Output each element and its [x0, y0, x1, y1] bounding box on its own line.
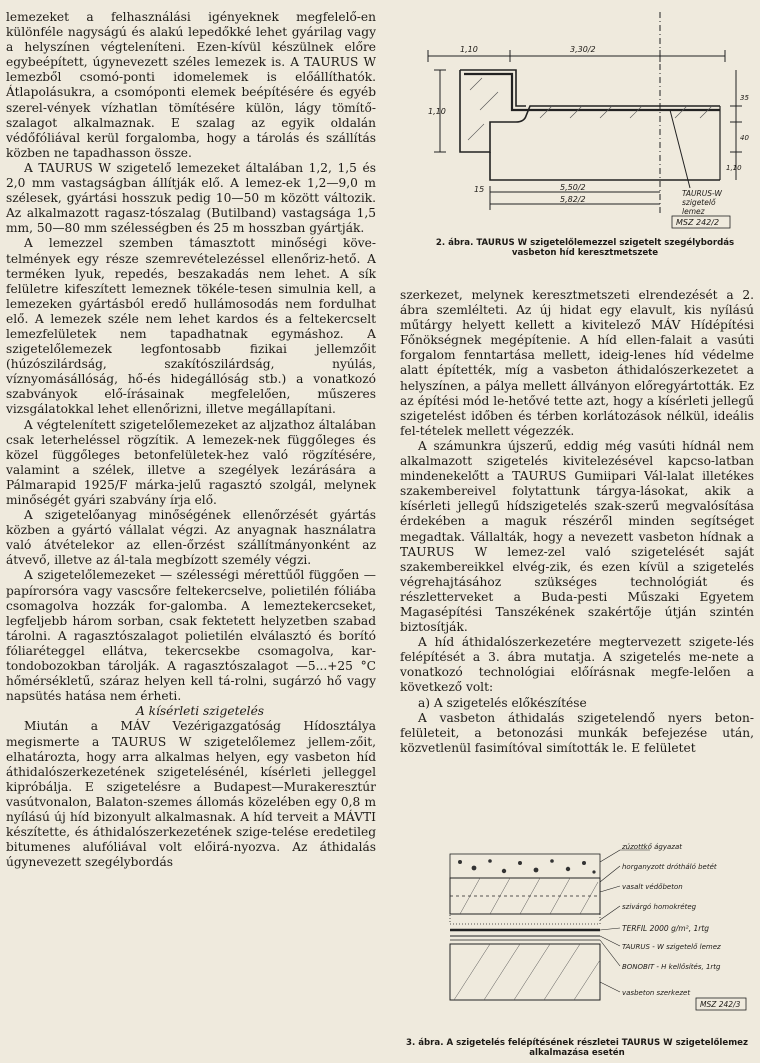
fig3-label-ballast: zúzottkő ágyazat	[622, 843, 682, 851]
fig2-dim-top-right: 3,30/2	[570, 45, 596, 54]
right-paragraph-3: A híd áthidalószerkezetére megtervezett szigete-lés felépítését a 3. ábra mutatja. A szigetelés me-nete a vonatkozó technológiai előírásnak megfe-lelően a következő volt:	[400, 635, 754, 695]
figure-3-caption: 3. ábra. A szigetelés felépítésének részletei TAURUS W szigetelőlemez alkalmazása esetén	[406, 1038, 748, 1058]
fig2-note-line-2: szigetelő	[682, 198, 716, 207]
figure-3	[400, 842, 754, 1060]
fig2-dim-top-left: 1,10	[460, 45, 478, 54]
subsection-heading: a) A szigetelés előkészítése	[418, 695, 587, 710]
left-paragraph-3: A lemezzel szemben támasztott minőségi köve-telmények egy része szemrevételezéssel ellenőriz-hető. A terméken lyuk, repedés, beszakadás nem lehet. A sík felületre kifeszített lemeznek tökéle-tesen simulnia kell, a lemezeken gyártásból eredő hullámosodás nem fordulhat elő. A lemezek széle nem lehet kardos és a feltekercselt lemezfelületek nem tapadhatnak egymáshoz. A szigetelőlemezek legfontosabb fizikai jellemzőit (húzószilárdság, szakítószilárdság, nyúlás, víznyomásállóság, hő-és hidegállóság stb.) a vonatkozó szabványok elő-írásainak megfelelően, műszeres vizsgálatokkal lehet ellenőrizni, illetve megállapítani.	[6, 236, 376, 417]
fig2-note-line-1: TAURUS-W	[682, 189, 722, 198]
left-paragraph-6: A szigetelőlemezeket — szélességi mérettűől függően — papírorsóra vagy vascsőre feltekercselve, polietilén fóliába csomagolva hozzák for-galomba. A lemeztekercseket, legfeljebb három sorban, csak fektetett helyzetben szabad tárolni. A ragasztószalagot polietilén elválasztó és borító fóliaréteggel ellátva, tekercsekbe csomagolva, kar-tondobozokban tárolják. A ragasztószalagot —5...+25 °C hőmérsékletű, száraz helyen kell tá-rolni, sugárzó hő vagy napsütés hatása nem érheti.	[6, 568, 376, 704]
fig2-dim-right-c: 1,10	[726, 164, 742, 172]
fig2-dim-height: 1,10	[428, 107, 446, 116]
fig2-note-line-3: lemez	[682, 207, 705, 216]
left-paragraph-5: A szigetelőanyag minőségének ellenőrzését gyártás közben a gyártó vállalat végzi. Az anyagnak használatra való átvételekor az ellen-őrzést szállítmányonként az átvevő, illetve az ál-tala megbízott személy végzi.	[6, 508, 376, 568]
fig2-dim-bottom-b: 5,82/2	[560, 195, 586, 204]
right-text-column	[400, 288, 754, 756]
fig3-label-rc-structure: vasbeton szerkezet	[622, 989, 691, 997]
fig3-label-mesh: horganyzott drótháló betét	[622, 863, 717, 871]
fig3-label-protective-concrete: vasalt védőbeton	[622, 883, 683, 891]
fig3-ref: MSZ 242/3	[700, 1000, 741, 1009]
fig3-label-sand-layer: szivárgó homokréteg	[622, 903, 697, 911]
fig3-label-taurus: TAURUS - W szigetelő lemez	[622, 943, 721, 951]
right-paragraph-2: A számunkra újszerű, eddig még vasúti hídnál nem alkalmazott szigetelés kivitelezésével kapcso-latban mindenekelőtt a TAURUS Gumiipari Vál-lalat illetékes szakembereivel folytattunk tárgya-lásokat, akik a kísérleti jellegű hídszigetelés szak-szerű megvalósítása érdekében a maguk részéről minden segítséget megadtak. Vállalták, hogy a nevezett vasbeton hídnak a TAURUS W lemez-zel való szigetelését saját szakembereikkel elvég-zik, és ezen kívül a szigetelés végrehajtásához szükséges technológiát és részletterveket a Buda-pesti Műszaki Egyetem Magasépítési Tanszékének szakértője útján szintén biztosítják.	[400, 438, 754, 635]
fig2-dim-right-a: 35	[740, 94, 749, 102]
fig2-ref: MSZ 242/2	[676, 218, 720, 227]
fig2-dim-right-b: 40	[740, 134, 749, 142]
fig2-dim-left: 15	[474, 185, 485, 194]
right-paragraph-4: A vasbeton áthidalás szigetelendő nyers beton-felületeit, a betonozási munkák befejezése után, közvetlenül fasimítóval simították le. E felületet	[400, 710, 754, 755]
section-title: A kísérleti szigetelés	[135, 704, 265, 719]
fig3-label-bonobit: BONOBIT - H kellősítés, 1rtg	[622, 963, 721, 971]
left-text-column	[6, 10, 376, 870]
figure-2	[420, 10, 750, 280]
figure-3-drawing	[400, 842, 754, 1034]
left-paragraph-2: A TAURUS W szigetelő lemezeket általában 1,2, 1,5 és 2,0 mm vastagságban állítják elő. A lemez-ek 1,2—9,0 m szélesek, gyártási hosszuk pedig 10—50 m között változik. Az alkalmazott ragasz-tószalag (Butilband) vastagsága 1,5 mm, 50—80 mm szélességben és 25 m hosszban gyártják.	[6, 160, 376, 236]
fig3-label-terfil: TERFIL 2000 g/m², 1rtg	[622, 924, 710, 933]
figure-2-caption: 2. ábra. TAURUS W szigetelőlemezzel szigetelt szegélybordás vasbeton híd keresztmetszete	[435, 238, 735, 258]
left-paragraph-4: A végtelenített szigetelőlemezeket az aljzathoz általában csak leterheléssel rögzítik. A lemezek-nek függőleges és közel függőleges betonfelületek-hez való rögzítésére, valamint a szélek, illetve a szegélyek lezárására a Pálmarapid 1925/F márka-jelű ragasztó szolgál, melynek minőségét gyári szabvány írja elő.	[6, 417, 376, 507]
left-paragraph-7: Miután a MÁV Vezérigazgatóság Hídosztálya megismerte a TAURUS W szigetelőlemez jellem-zőit, elhatározta, hogy arra alkalmas helyen, egy vasbeton híd áthidalószerkezetének szigetelésénél, kísérleti jelleggel kipróbálja. E szigetelésre a Budapest—Murakeresztúr vasútvonalon, Balaton-szemes állomás közelében egy 0,8 m nyílású új híd bizonyult alkalmasnak. A híd terveit a MÁVTI készítette, és áthidalószerkezetének szige-telése eredetileg bitumenes alufóliával volt előirá-nyozva. Az áthidalás úgynevezett szegélybordás	[6, 719, 376, 870]
right-paragraph-1: szerkezet, melynek keresztmetszeti elrendezését a 2. ábra szemlélteti. Az új hidat egy elavult, kis nyílású műtárgy helyett kellett a kivitelező MÁV Hídépítési Főnökségnek megépítenie. A híd ellen-falait a vasúti forgalom fenntartása mellett, ideig-lenes híd védelme alatt építették, míg a vasbeton áthidalószerkezetet a helyszínen, a pálya mellett állványon előregyártották. Ez az építési mód le-hetővé tette azt, hogy a kísérleti jellegű szigetelést időben és térben korlátozások nélkül, ideális fel-tételek mellett végezzék.	[400, 288, 754, 438]
figure-2-drawing	[420, 10, 750, 232]
left-paragraph-1: lemezeket a felhasználási igényeknek megfelelő-en különféle nagyságú és alakú lepedőkké lehet gyárilag vagy a helyszínen végteleníteni. Ezen-kívül készülnek előre egybeépített, úgynevezett széles lemezek is. A TAURUS W lemezből csomó-ponti idomelemek is előállíthatók. Átlapolásukra, a csomóponti elemek beépítésére és egyéb szerel-vények vízhatlan tömítésére külön, lágy tömítő-szalagot alkalmaznak. E szalag az egyik oldalán védőfóliával kerül forgalomba, hogy a tárolás és szállítás közben ne tapadhasson össze.	[6, 10, 376, 160]
fig2-dim-bottom-a: 5,50/2	[560, 183, 586, 192]
